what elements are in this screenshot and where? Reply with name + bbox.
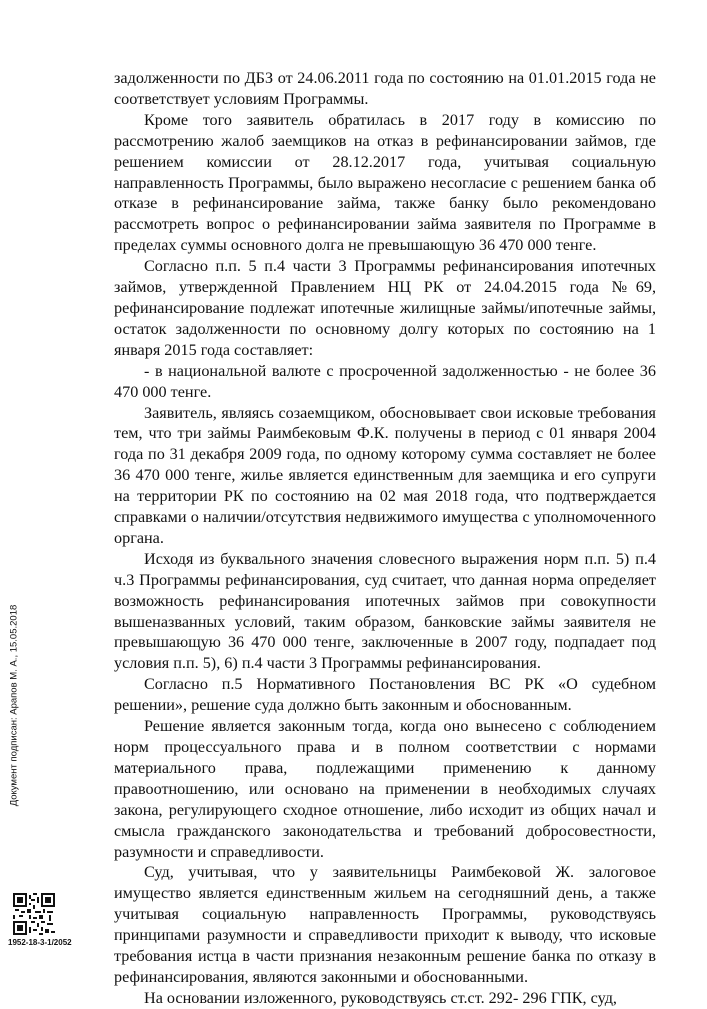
document-body (114, 68, 656, 1009)
signature-note-text: Документ подписан: Арапов М. А., 15.05.2018 (8, 604, 20, 807)
paragraph: Суд, учитывая, что у заявительницы Раимбековой Ж. залоговое имущество является единственным жильем на сегодняшний день, а также учитывая социальную направленность Программы, руководствуясь принципами разумности и справедливости приходит к выводу, что исковые требования истца в части признания незаконным решение банка по отказу в рефинансирования, являются законными и обоснованными. (114, 863, 656, 986)
document-code: 1952-18-3-1/2052 (8, 938, 72, 947)
paragraph: Решение является законным тогда, когда оно вынесено с соблюдением норм процессуального права и в полном соответствии с нормами материального права, подлежащими применению к данному правоотношению, или основано на применении в необходимых случаях закона, регулирующего сходное отношение, либо исходит из общих начал и смысла гражданского законодательства и требований добросовестности, разумности и справедливости. (114, 717, 656, 861)
paragraph: Кроме того заявитель обратилась в 2017 году в комиссию по рассмотрению жалоб заемщиков на отказ в рефинансировании займов, где решением комиссии от 28.12.2017 года, учитывая социальную направленность Программы, было выражено несогласие с решением банка об отказе в рефинансирование займа, также банку было рекомендовано рассмотреть вопрос о рефинансировании займа заявителя по Программе в пределах суммы основного долга не превышающую 36 470 000 тенге. (114, 110, 656, 255)
qr-code-icon (13, 893, 55, 935)
paragraph: - в национальной валюте с просроченной задолженностью - не более 36 470 000 тенге. (114, 361, 656, 401)
paragraph: Заявитель, являясь созаемщиком, обосновывает свои исковые требования тем, что три займы Раимбековым Ф.К. получены в период с 01 января 2004 года по 31 декабря 2009 года, по одному которому сумма составляет не более 36 470 000 тенге, жилье является единственным для заемщика и его супруги на территории РК по состоянию на 02 мая 2018 года, что подтверждается справками о наличии/отсутствия недвижимого имущества с уполномоченного органа. (114, 403, 656, 547)
paragraph: На основании изложенного, руководствуясь ст.ст. 292- 296 ГПК, суд, (144, 988, 617, 1007)
paragraph: Согласно п.5 Нормативного Постановления ВС РК «О судебном решении», решение суда должно быть законным и обоснованным. (114, 675, 656, 715)
paragraph: задолженности по ДБЗ от 24.06.2011 года по состоянию на 01.01.2015 года не соответствует условиям Программы. (114, 69, 656, 108)
paragraph: Исходя из буквального значения словесного выражения норм п.п. 5) п.4 ч.3 Программы рефинансирования, суд считает, что данная норма определяет возможность рефинансирования ипотечных займов при совокупности вышеназванных условий, таким образом, банковские займы заявителя не превышающую 36 470 000 тенге, заключенные в 2007 году, подпадает под условия п.п. 5), 6) п.4 части 3 Программы рефинансирования. (114, 549, 656, 673)
paragraph: Согласно п.п. 5 п.4 части 3 Программы рефинансирования ипотечных займов, утвержденной Правлением НЦ РК от 24.04.2015 года №69, рефинансирование подлежат ипотечные жилищные займы/ипотечные займы, остаток задолженности по основному долгу которых по состоянию на 1 января 2015 года составляет: (114, 257, 656, 359)
signature-note (4, 560, 22, 860)
